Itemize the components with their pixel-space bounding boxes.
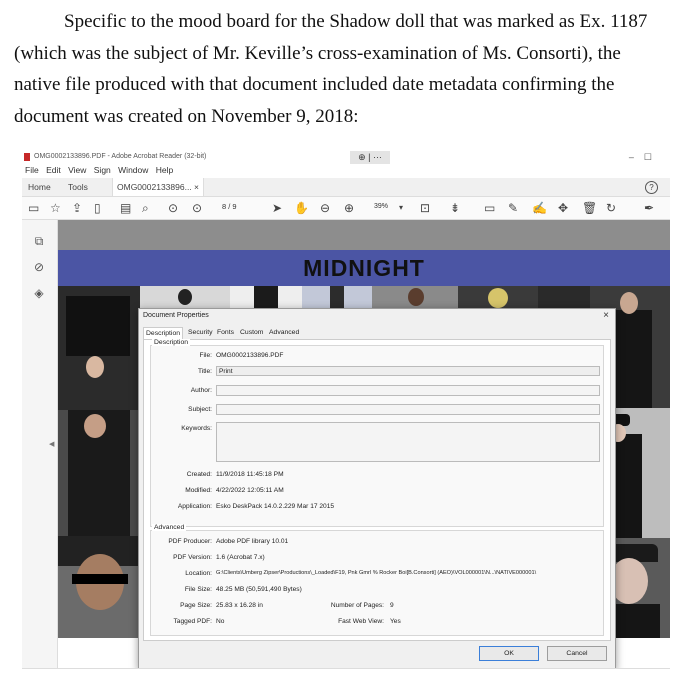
paragraph-line: (which was the subject of Mr. Keville’s cross-examination of Ms. Consorti), the: [14, 42, 621, 64]
producer-value: Adobe PDF library 10.01: [216, 538, 289, 545]
author-field[interactable]: [216, 385, 600, 396]
file-label: File:: [199, 352, 212, 359]
description-pane: [143, 339, 611, 641]
file-size-value: 48.25 MB (50,591,490 Bytes): [216, 586, 302, 593]
file-value: OMG0002133896.PDF: [216, 352, 284, 359]
star-icon[interactable]: ☆: [50, 201, 61, 215]
subject-label: Subject:: [188, 406, 212, 413]
mood-photo: [302, 286, 372, 310]
left-panel: [22, 220, 58, 668]
cursor-icon[interactable]: ➤: [272, 201, 283, 215]
tab-custom[interactable]: Custom: [240, 329, 264, 336]
panel-toggle-icon[interactable]: ◀: [49, 441, 55, 448]
mood-photo: [58, 286, 140, 410]
tab-fonts[interactable]: Fonts: [217, 329, 234, 336]
menu-edit[interactable]: Edit: [46, 165, 61, 175]
modified-label: Modified:: [185, 487, 212, 494]
tab-tools[interactable]: Tools: [68, 182, 88, 192]
modified-value: 4/22/2022 12:05:11 AM: [216, 487, 284, 494]
author-label: Author:: [190, 387, 212, 394]
zoom-out-icon[interactable]: ⊖: [320, 201, 331, 215]
tagged-pdf-value: No: [216, 618, 225, 625]
location-label: Location:: [185, 570, 212, 577]
zoom-level[interactable]: 39%: [374, 203, 389, 210]
tab-advanced[interactable]: Advanced: [269, 329, 300, 336]
page-indicator[interactable]: [222, 202, 237, 211]
fill-sign-icon[interactable]: ✒: [644, 201, 655, 215]
zoom-in-icon[interactable]: ⊕: [344, 201, 355, 215]
file-icon[interactable]: ▯: [94, 201, 101, 215]
page-current[interactable]: 8: [222, 202, 227, 211]
zoom-more-button[interactable]: ⊕ | ···: [350, 151, 390, 164]
menu-view[interactable]: View: [68, 165, 87, 175]
intro-paragraph: [14, 6, 686, 132]
producer-label: PDF Producer:: [168, 538, 212, 545]
attachment-icon[interactable]: ⊘: [33, 260, 45, 274]
ok-button[interactable]: OK: [479, 646, 539, 661]
sign-icon[interactable]: ✍: [532, 201, 547, 215]
stamp-icon[interactable]: ✥: [558, 201, 569, 215]
dialog-title: Document Properties: [143, 312, 209, 319]
mood-photo: [140, 286, 230, 310]
menu-help[interactable]: Help: [155, 165, 174, 175]
number-of-pages-label: Number of Pages:: [330, 602, 384, 609]
tab-close-icon[interactable]: ×: [194, 182, 199, 192]
window-title: OMG0002133896.PDF - Adobe Acrobat Reader (32-bit): [34, 153, 207, 160]
search-icon[interactable]: ⌕: [142, 201, 149, 215]
file-size-label: File Size:: [184, 586, 212, 593]
subject-field[interactable]: [216, 404, 600, 415]
created-value: 11/9/2018 11:45:18 PM: [216, 471, 284, 478]
page-total: / 9: [228, 202, 237, 211]
trash-icon[interactable]: 🗑: [582, 201, 598, 215]
menu-bar: [25, 164, 178, 177]
tagged-pdf-label: Tagged PDF:: [173, 618, 212, 625]
layers-icon[interactable]: ◈: [34, 286, 44, 300]
advanced-group-label: Advanced: [154, 524, 185, 531]
mood-photo: [58, 536, 140, 638]
print-icon[interactable]: ▤: [120, 201, 132, 215]
fit-page-icon[interactable]: ⊡: [420, 201, 431, 215]
description-group-label: Description: [154, 339, 188, 346]
cancel-button[interactable]: Cancel: [547, 646, 607, 661]
tab-security[interactable]: Security: [188, 329, 213, 336]
keywords-label: Keywords:: [181, 425, 212, 432]
location-value: G:\Clients\Umberg Zipser\Productions\_Loaded\F19, Pnk Gmrl % Rocker Boi[B.Consorti] (AEO)\VOL000001\N...\NATIVE000001\: [216, 570, 537, 576]
fast-web-view-value: Yes: [390, 618, 401, 625]
tab-bar: [22, 178, 670, 197]
toolbar: [22, 197, 670, 220]
menu-window[interactable]: Window: [118, 165, 149, 175]
page-down-icon[interactable]: ⊙: [192, 201, 203, 215]
application-value: Esko DeskPack 14.0.2.229 Mar 17 2015: [216, 503, 335, 510]
keywords-field[interactable]: [216, 422, 600, 462]
save-icon[interactable]: ▭: [28, 201, 40, 215]
title-field[interactable]: Print: [216, 366, 600, 376]
upload-icon[interactable]: ⇪: [72, 201, 83, 215]
application-label: Application:: [177, 503, 212, 510]
paragraph-line: native file produced with that document included date metadata confirming the: [14, 74, 615, 95]
rotate-icon[interactable]: ↻: [606, 201, 617, 215]
mood-photo-face: [84, 414, 106, 438]
mood-photo: [372, 286, 458, 310]
tab-home[interactable]: Home: [28, 182, 51, 192]
chevron-down-icon[interactable]: ▾: [399, 203, 404, 212]
pdf-version-value: 1.6 (Acrobat 7.x): [216, 554, 265, 561]
help-icon[interactable]: ?: [645, 181, 658, 194]
mood-photo: [230, 286, 302, 310]
mood-photo: [538, 286, 590, 310]
pdf-app-icon: [24, 153, 30, 161]
number-of-pages-value: 9: [390, 602, 394, 609]
page-banner: MIDNIGHT: [58, 250, 670, 286]
created-label: Created:: [186, 471, 212, 478]
acrobat-screenshot: [22, 150, 670, 669]
title-label: Title:: [197, 368, 212, 375]
hand-icon[interactable]: ✋: [294, 201, 309, 215]
mood-photo: [458, 286, 538, 310]
document-properties-dialog: [138, 308, 616, 669]
mood-photo-face: [86, 356, 104, 378]
window-controls[interactable]: –☐: [628, 152, 662, 162]
comment-icon[interactable]: ▭: [484, 201, 496, 215]
menu-sign[interactable]: Sign: [93, 165, 111, 175]
mood-photo-face: [620, 292, 638, 314]
tab-document-label: OMG0002133896...: [117, 182, 192, 192]
paragraph-line: Specific to the mood board for the Shadow doll that was marked as Ex. 1187: [64, 11, 648, 32]
tab-description[interactable]: Description: [143, 327, 183, 340]
title-bar: [22, 150, 670, 164]
paragraph-line: document was created on November 9, 2018:: [14, 105, 359, 127]
menu-file[interactable]: File: [25, 165, 39, 175]
page-size-value: 25.83 x 16.28 in: [216, 602, 263, 609]
scroll-mode-icon[interactable]: ⇟: [450, 201, 461, 215]
page-up-icon[interactable]: ⊙: [168, 201, 179, 215]
fast-web-view-label: Fast Web View:: [338, 618, 384, 625]
page-size-label: Page Size:: [180, 602, 212, 609]
dialog-close-icon[interactable]: ×: [603, 310, 609, 321]
tab-document[interactable]: [112, 178, 204, 196]
pen-icon[interactable]: ✎: [508, 201, 519, 215]
pages-icon[interactable]: ⧉: [34, 234, 44, 248]
mood-photo: [58, 410, 140, 536]
pdf-version-label: PDF Version:: [173, 554, 212, 561]
